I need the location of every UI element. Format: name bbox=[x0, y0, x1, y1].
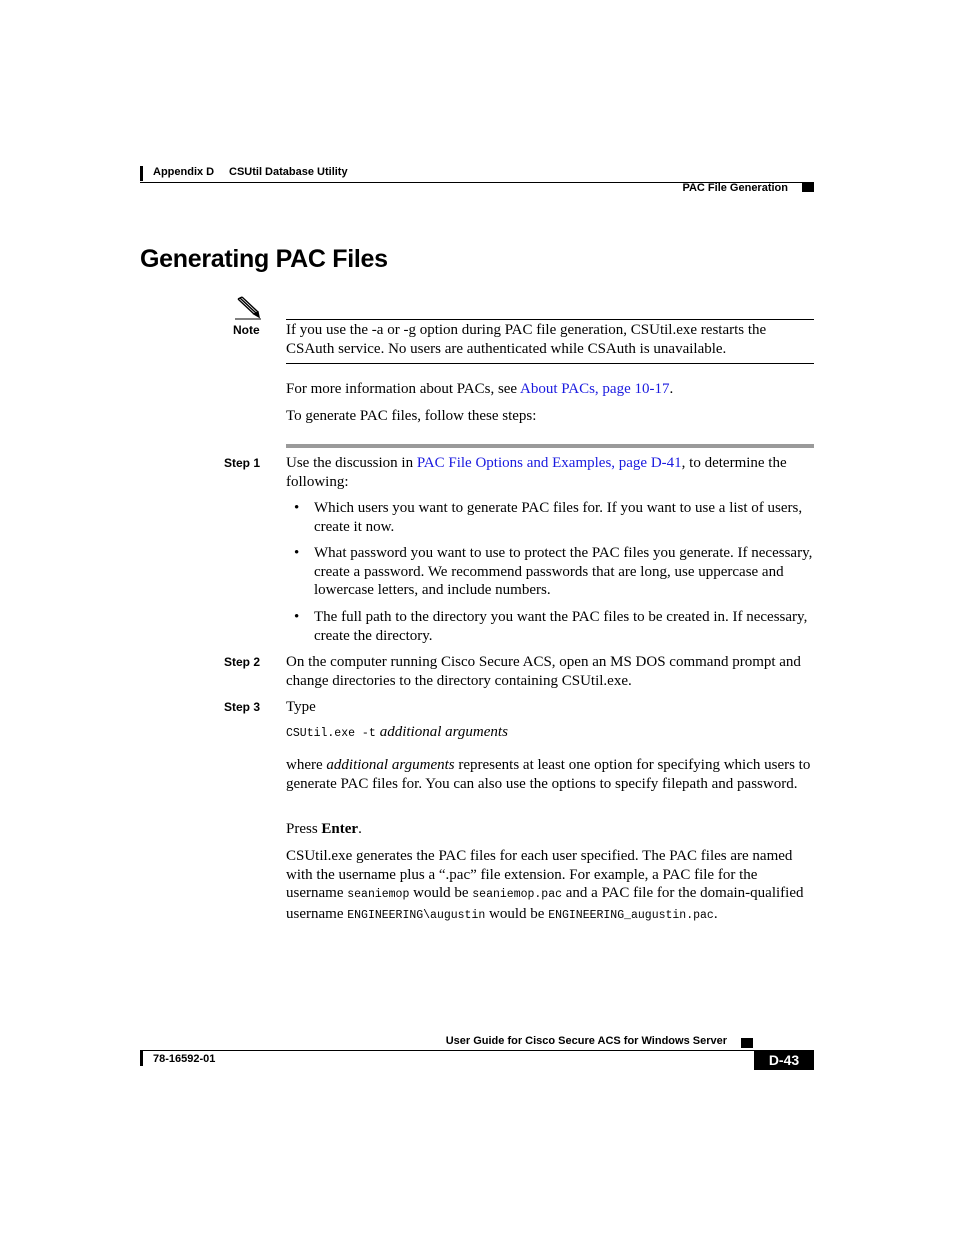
header-chapter: CSUtil Database Utility bbox=[229, 166, 348, 178]
footer-guide-title: User Guide for Cisco Secure ACS for Windows Server bbox=[445, 1035, 727, 1047]
gen-code2: seaniemop.pac bbox=[472, 888, 562, 902]
bullet-dot: • bbox=[294, 545, 300, 561]
gen-part1: CSUtil.exe generates the PAC files for each user specified. The PAC files are named with the username plus a “.pac” file extension. For example, a PAC file for the username bbox=[286, 848, 793, 902]
step3-label: Step 3 bbox=[224, 700, 261, 714]
gen-part4: would be bbox=[485, 905, 549, 922]
about-pacs-link[interactable]: About PACs, page 10-17 bbox=[520, 381, 670, 397]
header-left-marker bbox=[140, 166, 143, 181]
steps-rule bbox=[286, 444, 814, 448]
where-italic: additional arguments bbox=[326, 757, 455, 773]
more-info-prefix: For more information about PACs, see bbox=[286, 381, 521, 397]
bullet-text: Which users you want to generate PAC files for. If you want to use a list of users, create it now. bbox=[314, 500, 803, 535]
where-paragraph bbox=[286, 756, 814, 793]
note-text: If you use the -a or -g option during PAC file generation, CSUtil.exe restarts the CSAuth service. No users are authenticated while CSAuth is unavailable. bbox=[286, 322, 767, 357]
gen-code4: ENGINEERING_augustin.pac bbox=[548, 908, 714, 922]
pencil-icon bbox=[234, 296, 262, 320]
bullet-dot: • bbox=[294, 500, 300, 516]
step1-suffix: , to determine the following: bbox=[286, 455, 787, 490]
footer-right-marker bbox=[741, 1038, 753, 1048]
header-section: PAC File Generation bbox=[682, 182, 788, 194]
footer-left-marker bbox=[140, 1050, 143, 1066]
step3-type-word: Type bbox=[286, 699, 316, 715]
footer-rule bbox=[140, 1050, 814, 1051]
where-prefix: where bbox=[286, 757, 327, 773]
note-bottom-rule bbox=[286, 363, 814, 364]
step2-text: On the computer running Cisco Secure ACS, open an MS DOS command prompt and change directories to the directory containing CSUtil.exe. bbox=[286, 654, 801, 689]
pac-file-options-link[interactable]: PAC File Options and Examples, page D-41 bbox=[416, 455, 682, 471]
footer-doc-number: 78-16592-01 bbox=[153, 1053, 216, 1065]
gen-code1: seaniemop bbox=[347, 888, 410, 902]
gen-part3: and a PAC file for the domain-qualified username bbox=[286, 885, 804, 922]
page-title: Generating PAC Files bbox=[140, 245, 388, 273]
press-enter-paragraph bbox=[286, 820, 362, 839]
gen-part2: would be bbox=[409, 885, 473, 902]
press-prefix: Press bbox=[286, 821, 322, 837]
press-suffix: . bbox=[358, 821, 362, 837]
bullet-text: The full path to the directory you want the PAC files to be created in. If necessary, create the directory. bbox=[314, 609, 808, 644]
gen-code3: ENGINEERING\augustin bbox=[347, 908, 486, 922]
bullet-text: What password you want to use to protect the PAC files you generate. If necessary, create a password. We recommend passwords that are long, use uppercase and lowercase letters, and include numbers. bbox=[314, 545, 813, 599]
more-info-paragraph bbox=[286, 380, 814, 399]
bullet-dot: • bbox=[294, 609, 300, 625]
command-arg: additional arguments bbox=[379, 724, 508, 740]
note-top-rule bbox=[286, 319, 814, 320]
command-line bbox=[286, 723, 508, 742]
step1-prefix: Use the discussion in bbox=[286, 455, 417, 471]
gen-part5: . bbox=[713, 905, 718, 922]
where-suffix: represents at least one option for specifying which users to generate PAC files for. You can also use the options to specify filepath and password. bbox=[286, 757, 811, 792]
header-appendix: Appendix D bbox=[153, 166, 215, 178]
generates-paragraph bbox=[286, 847, 814, 925]
page-number: D-43 bbox=[768, 1052, 800, 1068]
header-right-marker bbox=[802, 182, 814, 192]
steps-intro: To generate PAC files, follow these steps: bbox=[286, 408, 537, 424]
page-number-box bbox=[754, 1050, 814, 1070]
more-info-suffix: . bbox=[669, 381, 674, 397]
step1-text bbox=[286, 454, 814, 491]
press-key: Enter bbox=[321, 821, 359, 837]
note-label: Note bbox=[233, 323, 260, 337]
step2-label: Step 2 bbox=[224, 655, 261, 669]
command-text: CSUtil.exe -t bbox=[286, 727, 376, 740]
step1-label: Step 1 bbox=[224, 456, 261, 470]
